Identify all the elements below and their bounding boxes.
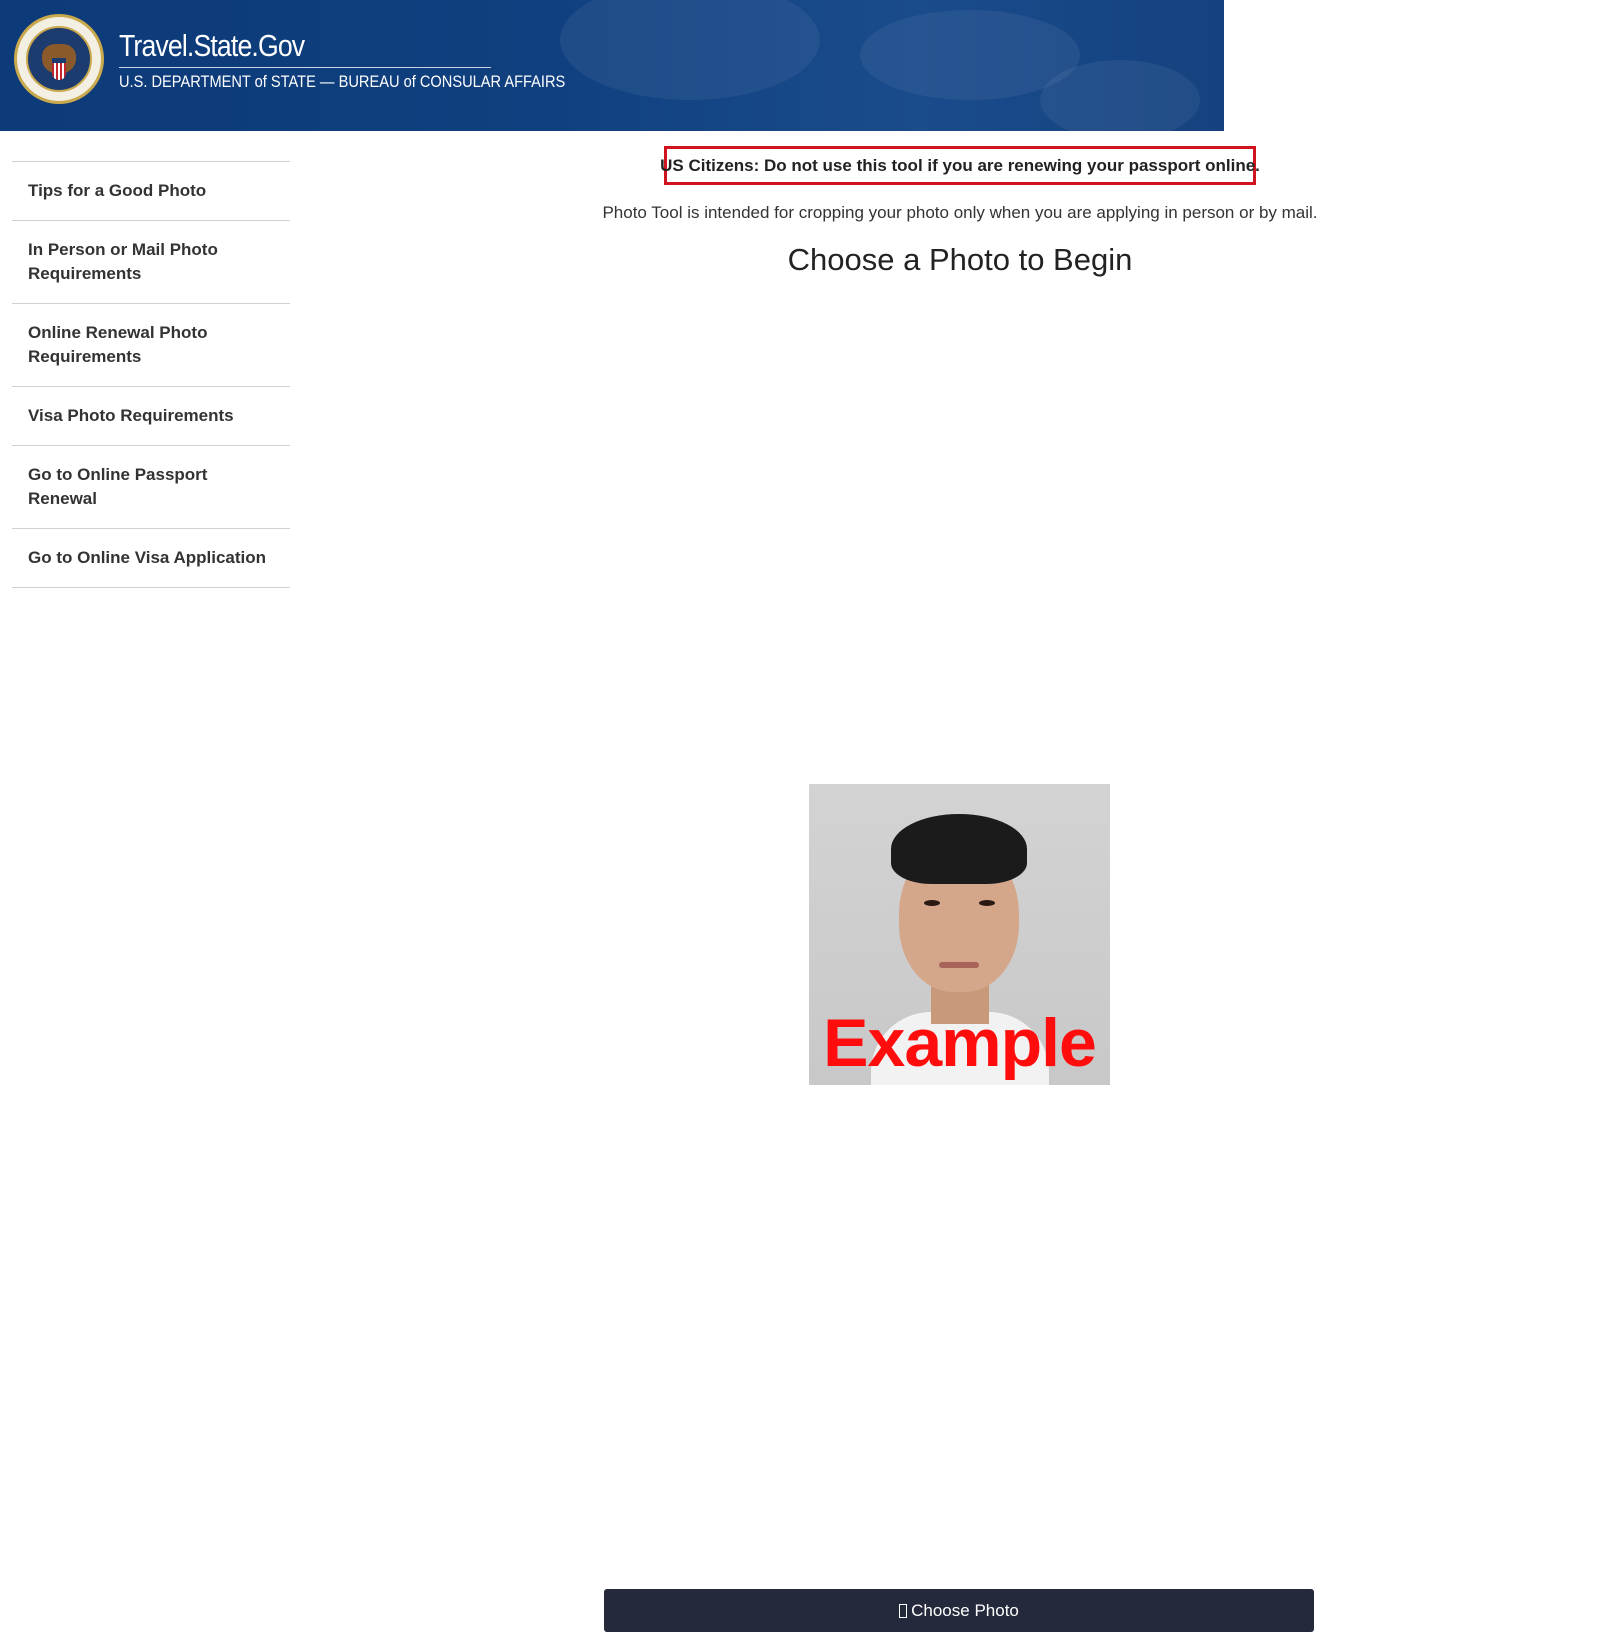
choose-photo-button[interactable] [604, 1589, 1314, 1632]
warning-text: US Citizens: Do not use this tool if you are renewing your passport online. [660, 155, 1260, 175]
choose-photo-label: Choose Photo [911, 1600, 1019, 1620]
page-title: Choose a Photo to Begin [787, 242, 1133, 277]
site-header [0, 0, 1224, 131]
upload-icon [899, 1604, 907, 1618]
header-divider [119, 67, 491, 68]
example-watermark: Example [823, 1005, 1096, 1081]
seal-inner [26, 26, 92, 92]
sidebar-item-online-renewal-requirements[interactable]: Online Renewal Photo Requirements [12, 303, 290, 386]
photo-eye [924, 900, 940, 906]
photo-mouth [939, 962, 979, 968]
photo-hair [891, 814, 1027, 884]
map-shape [560, 0, 820, 100]
department-of-state-seal-icon[interactable] [14, 14, 104, 104]
site-subtitle: U.S. DEPARTMENT of STATE — BUREAU of CONSULAR AFFAIRS [119, 72, 566, 91]
sidebar-item-online-passport-renewal[interactable]: Go to Online Passport Renewal [12, 445, 290, 528]
sidebar-nav [12, 161, 290, 588]
sidebar-item-in-person-requirements[interactable]: In Person or Mail Photo Requirements [12, 220, 290, 303]
sidebar-item-tips[interactable]: Tips for a Good Photo [12, 161, 290, 220]
sidebar-item-online-visa-application[interactable]: Go to Online Visa Application [12, 528, 290, 588]
site-title[interactable]: Travel.State.Gov [119, 28, 305, 63]
info-text: Photo Tool is intended for cropping your photo only when you are applying in person or by mail. [602, 203, 1318, 222]
map-shape [1040, 60, 1200, 131]
photo-eye [979, 900, 995, 906]
sidebar-item-visa-requirements[interactable]: Visa Photo Requirements [12, 386, 290, 445]
shield-icon [52, 58, 66, 80]
warning-banner [660, 146, 1260, 185]
example-photo [809, 784, 1110, 1085]
